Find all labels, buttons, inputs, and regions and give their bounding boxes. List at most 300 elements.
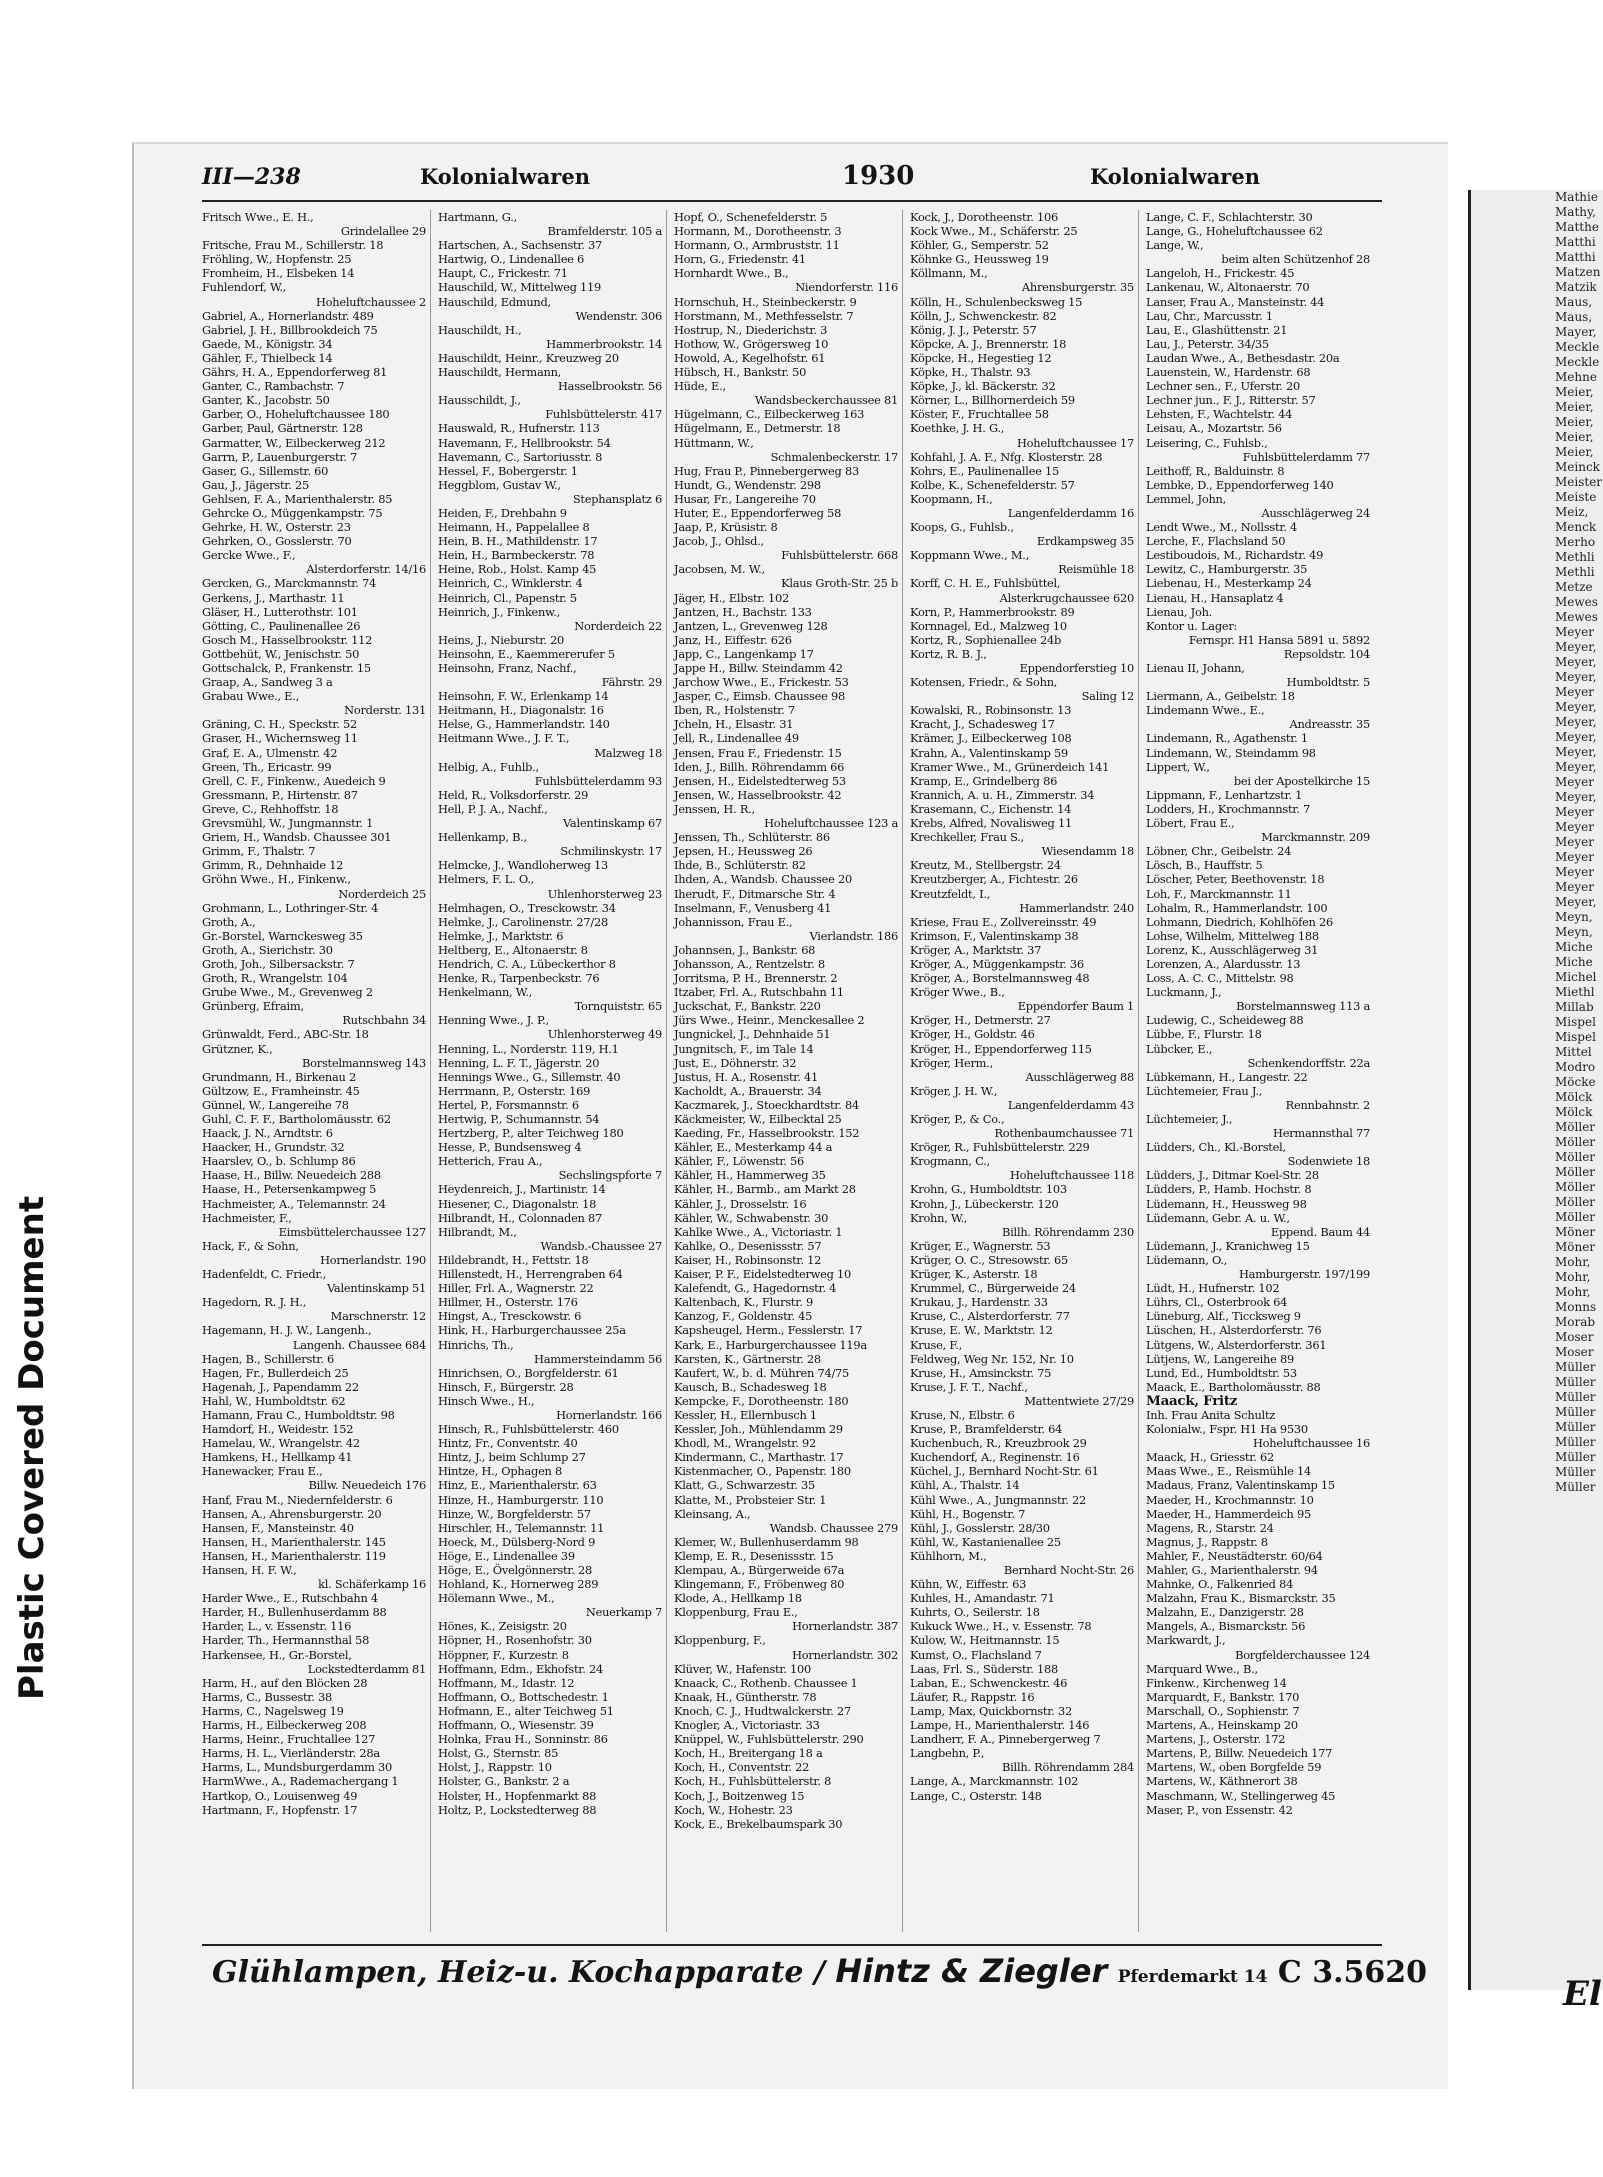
directory-entry: Lau, J., Peterstr. 34/35 (1146, 336, 1269, 351)
directory-entry: Heins, J., Nieburstr. 20 (438, 632, 565, 647)
directory-entry: Gültzow, E., Framheinstr. 45 (202, 1083, 360, 1098)
directory-entry: Fritsch Wwe., E. H., (202, 210, 314, 224)
directory-entry: Groth, A., Sierichstr. 30 (202, 942, 333, 957)
directory-entry: Kuchenbuch, R., Kreuzbrook 29 (910, 1436, 1087, 1451)
directory-entry: Hellenkamp, B., (438, 830, 527, 845)
directory-entry: Ahrensburgerstr. 35 (1021, 280, 1134, 295)
directory-entry: Karsten, K., Gärtnerstr. 28 (674, 1351, 821, 1366)
directory-entry: Kaltenbach, K., Flurstr. 9 (674, 1295, 813, 1310)
directory-entry: Heimann, H., Pappelallee 8 (438, 520, 590, 535)
directory-entry: Norderdeich 22 (574, 618, 662, 633)
directory-entry: Loh, F., Marckmannstr. 11 (1146, 886, 1292, 901)
next-page-row: Matzik (1555, 280, 1597, 294)
directory-entry: Hertel, P., Forsmannstr. 6 (438, 1097, 579, 1112)
directory-entry: Havemann, C., Sartoriusstr. 8 (438, 449, 603, 464)
directory-entry: Harms, Heinr., Fruchtallee 127 (202, 1732, 376, 1747)
directory-entry: Hessel, F., Bobergerstr. 1 (438, 463, 578, 478)
directory-entry: Heinrich, Cl., Papenstr. 5 (438, 590, 577, 605)
directory-entry: Köhler, G., Semperstr. 52 (910, 238, 1049, 253)
directory-entry: Borgfelderchaussee 124 (1235, 1647, 1370, 1662)
directory-entry: Henning, L. F. T., Jägerstr. 20 (438, 1055, 600, 1070)
directory-entry: Eppend. Baum 44 (1270, 1224, 1370, 1239)
next-page-row: Meier, (1555, 415, 1594, 429)
directory-entry: Hiesener, C., Diagonalstr. 18 (438, 1196, 597, 1211)
directory-entry: Kumst, O., Flachsland 7 (910, 1647, 1042, 1662)
directory-entry: Norderdeich 25 (338, 886, 426, 901)
directory-entry: Henning, L., Norderstr. 119, H.1 (438, 1041, 619, 1056)
directory-entry: Itzaber, Frl. A., Rutschbahn 11 (674, 985, 844, 1000)
directory-entry: Iben, R., Holstenstr. 7 (674, 703, 795, 718)
directory-entry: Kröger, A., Müggenkampstr. 36 (910, 956, 1084, 971)
directory-entry: Heltberg, E., Altonaerstr. 8 (438, 942, 588, 957)
directory-entry: Hoffmann, O., Wiesenstr. 39 (438, 1718, 594, 1733)
directory-entry: Kröger, H., Detmerstr. 27 (910, 1013, 1051, 1028)
directory-entry: Kock, E., Brekelbaumspark 30 (674, 1816, 843, 1831)
directory-entry: Reismühle 18 (1058, 562, 1134, 577)
directory-entry: Jungnitsch, F., im Tale 14 (674, 1041, 814, 1056)
directory-entry: Grell, C. F., Finkenw., Auedeich 9 (202, 773, 386, 788)
directory-entry: Löbert, Frau E., (1146, 816, 1235, 831)
directory-entry: Hanewacker, Frau E., (202, 1464, 323, 1479)
directory-entry: Hostrup, N., Diederichstr. 3 (674, 322, 828, 337)
directory-entry: Groth, A., (202, 914, 256, 929)
next-page-row: Mohr, (1555, 1255, 1591, 1269)
directory-entry: Haase, H., Billw. Neuedeich 288 (202, 1168, 381, 1183)
directory-entry: Vierlandstr. 186 (809, 928, 898, 943)
directory-entry: Gabriel, J. H., Billbrookdeich 75 (202, 322, 378, 337)
next-page-row: Meier, (1555, 385, 1594, 399)
directory-entry: Kaczmarek, J., Stoeckhardtstr. 84 (674, 1097, 859, 1112)
next-page-edge (1468, 190, 1603, 2014)
directory-entry: Kruse, P., Bramfelderstr. 64 (910, 1422, 1063, 1437)
directory-entry: Harms, C., Bussestr. 38 (202, 1689, 332, 1704)
directory-entry: Johannsen, J., Bankstr. 68 (674, 942, 816, 957)
directory-entry: Kaiser, H., Robinsonstr. 12 (674, 1252, 822, 1267)
next-page-row: Mathie (1555, 190, 1598, 204)
next-page-row: Müller (1555, 1480, 1596, 1494)
directory-entry: Gabriel, A., Hornerlandstr. 489 (202, 308, 374, 323)
directory-entry: Hüde, E., (674, 379, 726, 394)
directory-entry: Lüdemann, J., Kranichweg 15 (1146, 1238, 1310, 1253)
directory-entry: Kessler, H., Ellernbusch 1 (674, 1407, 817, 1422)
directory-entry: Harm, H., auf den Blöcken 28 (202, 1675, 368, 1690)
next-page-row: Meyer (1555, 865, 1595, 879)
directory-entry: Hertwig, P., Schumannstr. 54 (438, 1112, 600, 1126)
directory-entry: Lindemann Wwe., E., (1146, 703, 1265, 718)
directory-entry: Kark, E., Harburgerchaussee 119a (674, 1337, 867, 1352)
directory-entry: Lau, E., Glashüttenstr. 21 (1146, 322, 1288, 337)
next-page-row: Meyer, (1555, 760, 1597, 774)
directory-entry: Lockstedterdamm 81 (307, 1661, 426, 1676)
directory-entry: Kähler, H., Barmb., am Markt 28 (674, 1182, 856, 1197)
directory-entry: Eppendorfer Baum 1 (1017, 999, 1134, 1014)
directory-entry: Hoheluftchaussee 16 (1252, 1436, 1370, 1451)
directory-entry: Hoeck, M., Dülsberg-Nord 9 (438, 1534, 596, 1549)
next-page-row: Michel (1555, 970, 1597, 984)
directory-entry: Bramfelderstr. 105 a (547, 224, 662, 239)
directory-entry: Marschall, O., Sophienstr. 7 (1146, 1703, 1300, 1718)
next-page-row: Meyer, (1555, 730, 1597, 744)
directory-entry: Heinrich, C., Winklerstr. 4 (438, 576, 583, 591)
directory-entry: Korn, P., Hammerbrookstr. 89 (910, 604, 1075, 619)
directory-entry: Krogmann, C., (910, 1154, 990, 1169)
directory-entry: Fuhlsbüttelerdamm 77 (1242, 449, 1370, 464)
next-page-row: Mittel (1555, 1045, 1592, 1059)
directory-entry: Lund, Ed., Humboldtstr. 53 (1146, 1365, 1297, 1380)
directory-entry: Hadenfeldt, C. Friedr., (202, 1267, 327, 1282)
directory-entry: Holtz, P., Lockstedterweg 88 (438, 1802, 597, 1817)
next-page-row: Monns (1555, 1300, 1597, 1314)
directory-entry: Liebenau, H., Mesterkamp 24 (1146, 576, 1312, 591)
directory-entry: Ganter, K., Jacobstr. 50 (202, 393, 330, 408)
directory-entry: Malzahn, Frau K., Bismarckstr. 35 (1146, 1591, 1336, 1606)
directory-entry: Kähler, H., Hammerweg 35 (674, 1168, 826, 1183)
directory-entry: Valentinskamp 51 (327, 1281, 426, 1296)
footer-phone: C 3.5620 (1277, 1955, 1428, 1990)
directory-entry: Lange, G., Hoheluftchaussee 62 (1146, 224, 1323, 239)
directory-entry: Maas Wwe., E., Reismühle 14 (1146, 1464, 1311, 1479)
next-page-row: Meier, (1555, 445, 1594, 459)
next-page-row: Miche (1555, 940, 1593, 954)
directory-entry: Grube Wwe., M., Grevenweg 2 (202, 985, 373, 1000)
directory-entry: Jarchow Wwe., E., Frickestr. 53 (674, 675, 849, 690)
directory-entry: Janz, H., Eiffestr. 626 (674, 632, 792, 647)
directory-entry: Ausschlägerweg 24 (1261, 505, 1370, 520)
directory-entry: Hell, P. J. A., Nachf., (438, 801, 548, 816)
directory-entry: Hanf, Frau M., Niedernfelderstr. 6 (202, 1492, 393, 1507)
directory-entry: Kröger Wwe., B., (910, 985, 1005, 1000)
directory-entry: Kramer Wwe., M., Grünerdeich 141 (910, 759, 1110, 774)
directory-entry: Lohmann, Diedrich, Kohlhöfen 26 (1146, 914, 1334, 929)
directory-entry: Wendenstr. 306 (575, 308, 662, 323)
next-page-row: Meyer (1555, 820, 1595, 834)
directory-entry: Haarslev, O., b. Schlump 86 (202, 1154, 356, 1169)
directory-entry: Lorenzen, A., Alardusstr. 13 (1146, 956, 1301, 971)
directory-entry: Kruse, J. F. T., Nachf., (910, 1379, 1028, 1394)
directory-entry: Kruse, N., Elbstr. 6 (910, 1407, 1015, 1422)
directory-entry: Köllmann, M., (910, 266, 988, 281)
directory-entry: Maack, Fritz (1146, 1392, 1238, 1409)
directory-entry: Kramp, E., Grindelberg 86 (910, 773, 1058, 788)
page-number: III—238 (202, 164, 301, 190)
directory-entry: Gaser, G., Sillemstr. 60 (202, 463, 329, 478)
directory-entry: Lübcker, E., (1146, 1041, 1213, 1056)
directory-entry: Hack, F., & Sohn, (202, 1238, 299, 1253)
directory-entry: Hauschildt, Hermann, (438, 365, 562, 380)
directory-entry: Hamkens, H., Hellkamp 41 (202, 1450, 353, 1465)
directory-entry: Hornerlandstr. 387 (792, 1619, 898, 1634)
directory-entry: Kaeding, Fr., Hasselbrookstr. 152 (674, 1126, 860, 1141)
directory-entry: Horn, G., Friedenstr. 41 (674, 252, 806, 267)
directory-entry: Heggblom, Gustav W., (438, 477, 561, 492)
next-page-row: Moser (1555, 1330, 1594, 1344)
advertisement-footer (202, 1944, 1428, 1994)
directory-entry: Grimm, F., Thalstr. 7 (202, 844, 316, 859)
directory-entry: Heinsohn, E., Kaemmererufer 5 (438, 646, 615, 661)
directory-entry: Lauenstein, W., Hardenstr. 68 (1146, 365, 1311, 380)
directory-entry: Neuerkamp 7 (585, 1605, 662, 1620)
next-page-row: Modro (1555, 1060, 1596, 1074)
directory-entry: Kühlhorn, M., (910, 1548, 987, 1563)
directory-entry: Hink, H., Harburgerchaussee 25a (438, 1323, 626, 1338)
next-page-row: Meiste (1555, 490, 1597, 504)
directory-entry: Justus, H. A., Rosenstr. 41 (674, 1069, 818, 1084)
directory-entry: Kriese, Frau E., Zollvereinsstr. 49 (910, 914, 1097, 929)
directory-entry: Krannich, A. u. H., Zimmerstr. 34 (910, 787, 1095, 802)
directory-entry: Jürs Wwe., Heinr., Menckesallee 2 (674, 1013, 865, 1028)
directory-entry: Ihde, B., Schlüterstr. 82 (674, 858, 806, 873)
directory-entry: Hoffmann, Edm., Ekhofstr. 24 (438, 1661, 603, 1676)
directory-entry: Koch, H., Fuhlsbüttelerstr. 8 (674, 1774, 832, 1789)
next-page-row: Meyer, (1555, 700, 1597, 714)
directory-entry: Haacker, H., Grundstr. 32 (202, 1140, 345, 1155)
next-page-row: Miethl (1555, 985, 1595, 999)
directory-entry: Kreutzfeldt, I., (910, 886, 991, 901)
directory-entry: Hoheluftchaussee 123 a (764, 816, 898, 831)
directory-entry: Langbehn, P., (910, 1746, 985, 1761)
directory-entry: Lindemann, W., Steindamm 98 (1146, 745, 1316, 760)
directory-columns (202, 210, 1386, 1932)
directory-entry: Harder Wwe., E., Rutschbahn 4 (202, 1591, 378, 1606)
directory-entry: Henning Wwe., J. P., (438, 1013, 549, 1028)
directory-entry: Kalefendt, G., Hagedornstr. 4 (674, 1281, 837, 1296)
directory-entry: Gehrken, O., Gosslerstr. 70 (202, 534, 352, 549)
directory-entry: Lüdders, J., Ditmar Koel-Str. 28 (1146, 1168, 1319, 1183)
directory-entry: Lienau, H., Hansaplatz 4 (1146, 590, 1284, 605)
next-page-row: Möner (1555, 1240, 1596, 1254)
directory-entry: Hamburgerstr. 197/199 (1238, 1267, 1370, 1282)
directory-entry: Greve, C., Rehhoffstr. 18 (202, 801, 339, 816)
directory-entry: Maeder, H., Krochmannstr. 10 (1146, 1492, 1314, 1507)
directory-entry: Lehsten, F., Wachtelstr. 44 (1146, 407, 1293, 422)
directory-entry: Mahler, G., Marienthalerstr. 94 (1146, 1563, 1318, 1577)
directory-entry: Koch, J., Boitzenweg 15 (674, 1788, 805, 1803)
directory-entry: Hildebrandt, H., Fettstr. 18 (438, 1252, 589, 1267)
directory-entry: Koppmann Wwe., M., (910, 548, 1029, 563)
next-page-row: Mewes (1555, 595, 1598, 609)
directory-entry: Kähler, F., Löwenstr. 56 (674, 1154, 805, 1169)
directory-entry: Groth, R., Wrangelstr. 104 (202, 971, 348, 986)
directory-entry: Gräning, C. H., Speckstr. 52 (202, 717, 357, 732)
directory-entry: Hamdorf, H., Weidestr. 152 (202, 1422, 354, 1437)
directory-entry: Fritsche, Frau M., Schillerstr. 18 (202, 238, 384, 253)
directory-entry: Ganter, C., Rambachstr. 7 (202, 379, 345, 394)
directory-entry: Kortz, R. B. J., (910, 646, 987, 661)
directory-entry: Heitmann, H., Diagonalstr. 16 (438, 703, 604, 718)
directory-entry: Gercken, G., Marckmannstr. 74 (202, 576, 376, 591)
directory-entry: beim alten Schützenhof 28 (1221, 252, 1370, 267)
directory-entry: Jacob, J., Ohlsd., (674, 534, 764, 549)
directory-entry: Holst, J., Rappstr. 10 (438, 1760, 552, 1775)
directory-entry: Hinze, W., Borgfelderstr. 57 (438, 1506, 591, 1521)
directory-entry: Knüppel, W., Fuhlsbüttelerstr. 290 (674, 1732, 864, 1747)
directory-entry: Jantzen, L., Grevenweg 128 (674, 618, 828, 633)
directory-entry: Lestiboudois, M., Richardstr. 49 (1146, 548, 1324, 563)
directory-entry: Hoheluftchaussee 2 (315, 294, 426, 309)
next-page-row: Mohr, (1555, 1270, 1591, 1284)
directory-entry: Kloppenburg, F., (674, 1633, 766, 1648)
directory-entry: Koch, H., Conventstr. 22 (674, 1760, 810, 1775)
directory-entry: Hartwig, O., Lindenallee 6 (438, 252, 585, 267)
directory-entry: Hein, B. H., Mathildenstr. 17 (438, 534, 598, 549)
directory-entry: Lorenz, K., Ausschlägerweg 31 (1146, 942, 1319, 957)
directory-entry: Krüger, O. C., Stresowstr. 65 (910, 1252, 1068, 1267)
directory-entry: Hartmann, G., (438, 210, 517, 224)
directory-entry: Langenfelderdamm 16 (1007, 505, 1134, 520)
directory-entry: Jantzen, H., Bachstr. 133 (674, 604, 812, 619)
directory-entry: Malzweg 18 (594, 745, 662, 760)
directory-entry: Fährstr. 29 (601, 675, 662, 690)
directory-entry: Hingst, A., Tresckowstr. 6 (438, 1309, 582, 1324)
directory-entry: Mangels, A., Bismarckstr. 56 (1146, 1619, 1306, 1634)
directory-entry: Kanzog, F., Goldenstr. 45 (674, 1309, 813, 1324)
directory-entry: Juckschat, F., Bankstr. 220 (674, 999, 821, 1014)
directory-entry: Lösch, B., Hauffstr. 5 (1146, 858, 1263, 873)
directory-entry: Krechkeller, Frau S., (910, 830, 1024, 845)
directory-entry: Kontor u. Lager: (1146, 618, 1238, 633)
next-page-row: Menck (1555, 520, 1597, 534)
directory-entry: Lüdders, P., Hamb. Hochstr. 8 (1146, 1182, 1312, 1197)
directory-entry: Johannisson, Frau E., (674, 914, 793, 929)
directory-entry: Klingemann, F., Fröbenweg 80 (674, 1577, 845, 1592)
next-page-row: Matthi (1555, 235, 1596, 249)
next-page-row: Meyer, (1555, 790, 1597, 804)
directory-entry: Hinsch, F., Bürgerstr. 28 (438, 1379, 574, 1394)
directory-entry: Kröger, H., Eppendorferweg 115 (910, 1041, 1092, 1056)
directory-entry: Madaus, Franz, Valentinskamp 15 (1146, 1478, 1335, 1493)
next-page-row: Meier, (1555, 400, 1594, 414)
directory-entry: Garber, O., Hoheluftchaussee 180 (202, 407, 390, 422)
directory-entry: Landherr, F. A., Pinnebergerweg 7 (910, 1732, 1101, 1747)
directory-entry: Gehlsen, F. A., Marienthalerstr. 85 (202, 491, 393, 506)
directory-entry: Lütgens, W., Alsterdorferstr. 361 (1146, 1337, 1327, 1352)
directory-entry: Jasper, C., Eimsb. Chaussee 98 (674, 689, 845, 704)
directory-entry: Hachmeister, F., (202, 1210, 292, 1225)
directory-entry: Helmers, F. L. O., (438, 872, 534, 887)
directory-column-4 (910, 210, 1139, 1932)
directory-entry: Kuhles, H., Amandastr. 71 (910, 1591, 1055, 1606)
directory-entry: Köpcke, A. J., Brennerstr. 18 (910, 336, 1067, 351)
footer-brand: Hintz & Ziegler (835, 1952, 1108, 1990)
directory-entry: Kruse, E. W., Marktstr. 12 (910, 1323, 1053, 1338)
directory-entry: Hermannsthal 77 (1273, 1126, 1370, 1141)
directory-entry: Koch, W., Hohestr. 23 (674, 1802, 793, 1817)
directory-entry: Martens, J., Osterstr. 172 (1146, 1732, 1286, 1747)
directory-entry: Hinsch Wwe., H., (438, 1393, 535, 1408)
directory-entry: Lüdemann, O., (1146, 1252, 1228, 1267)
directory-entry: Lerche, F., Flachsland 50 (1146, 534, 1286, 549)
next-page-row: Meyn, (1555, 910, 1593, 924)
directory-entry: Heine, Rob., Holst. Kamp 45 (438, 562, 597, 577)
directory-entry: Grevsmühl, W., Jungmannstr. 1 (202, 816, 374, 831)
directory-entry: Grünberg, Efraim, (202, 999, 304, 1014)
directory-entry: Kukuck Wwe., H., v. Essenstr. 78 (910, 1619, 1092, 1634)
directory-entry: Lüchtemeier, Frau J., (1146, 1083, 1263, 1098)
side-label: Plastic Covered Document (12, 1195, 52, 1700)
next-page-row: Müller (1555, 1465, 1596, 1479)
directory-entry: Kohrs, E., Paulinenallee 15 (910, 463, 1060, 478)
directory-entry: Gr.-Borstel, Warnckesweg 35 (202, 928, 363, 943)
directory-entry: Hüttmann, W., (674, 435, 754, 450)
directory-entry: Marckmannstr. 209 (1261, 830, 1370, 845)
directory-entry: Repsoldstr. 104 (1283, 646, 1370, 661)
next-page-row: Matzen (1555, 265, 1601, 279)
directory-entry: Jell, R., Lindenallee 49 (674, 731, 799, 746)
directory-entry: Billw. Neuedeich 176 (308, 1478, 426, 1493)
directory-entry: Käckmeister, W., Eilbecktal 25 (674, 1112, 842, 1126)
directory-entry: Kausch, B., Schadesweg 18 (674, 1379, 827, 1394)
next-page-row: Metze (1555, 580, 1593, 594)
directory-entry: Hiller, Frl. A., Wagnerstr. 22 (438, 1281, 594, 1296)
directory-entry: Huter, E., Eppendorferweg 58 (674, 505, 842, 520)
directory-entry: Lippert, W., (1146, 759, 1210, 774)
next-page-row: Möller (1555, 1210, 1596, 1224)
directory-entry: Hinz, E., Marienthalerstr. 63 (438, 1478, 597, 1493)
directory-entry: Langenh. Chaussee 684 (292, 1337, 426, 1352)
directory-entry: Löbner, Chr., Geibelstr. 24 (1146, 844, 1292, 859)
directory-entry: Hammerlandstr. 240 (1019, 900, 1134, 915)
directory-entry: Herrmann, P., Osterstr. 169 (438, 1083, 591, 1098)
directory-entry: Hagen, Fr., Bullerdeich 25 (202, 1365, 349, 1380)
directory-entry: Lewitz, C., Hamburgerstr. 35 (1146, 562, 1308, 577)
directory-entry: Kühl Wwe., A., Jungmannstr. 22 (910, 1492, 1086, 1507)
directory-entry: Hübsch, H., Bankstr. 50 (674, 365, 807, 380)
directory-entry: Kortz, R., Sophienallee 24b (910, 632, 1061, 647)
directory-entry: Jappe H., Billw. Steindamm 42 (674, 661, 843, 675)
header-year: 1930 (842, 161, 915, 191)
directory-entry: Laban, E., Schwenckestr. 46 (910, 1675, 1068, 1690)
directory-entry: Wandsbeckerchaussee 81 (754, 393, 898, 408)
directory-entry: Graf, E. A., Ulmenstr. 42 (202, 745, 338, 760)
directory-entry: Holst, G., Sternstr. 85 (438, 1746, 559, 1761)
directory-entry: Hornschuh, H., Steinbeckerstr. 9 (674, 294, 857, 309)
directory-entry: Grützner, K., (202, 1041, 273, 1056)
next-page-row: Mispel (1555, 1030, 1596, 1044)
directory-entry: Norderstr. 131 (344, 703, 426, 718)
directory-entry: Klemp, E. R., Desenissstr. 15 (674, 1548, 834, 1563)
directory-entry: Heydenreich, J., Martinistr. 14 (438, 1182, 606, 1197)
directory-entry: Grünwaldt, Ferd., ABC-Str. 18 (202, 1027, 369, 1042)
directory-entry: Kolonialw., Fspr. H1 Ha 9530 (1146, 1422, 1308, 1437)
directory-entry: Jensen, Frau F., Friedenstr. 15 (674, 745, 842, 760)
directory-entry: Lange, A., Marckmannstr. 102 (910, 1774, 1079, 1789)
directory-entry: Ludewig, C., Scheideweg 88 (1146, 1013, 1304, 1028)
directory-entry: Wandsb. Chaussee 279 (769, 1520, 898, 1535)
next-page-row: Millab (1555, 1000, 1594, 1014)
next-page-row: Müller (1555, 1420, 1596, 1434)
directory-entry: Haack, J. N., Arndtstr. 6 (202, 1126, 333, 1141)
directory-entry: Borstelmannsweg 113 a (1236, 999, 1370, 1014)
directory-entry: Fuhlendorf, W., (202, 280, 287, 295)
next-page-row: Meyer, (1555, 670, 1597, 684)
directory-entry: Maschmann, W., Stellingerweg 45 (1146, 1788, 1336, 1803)
directory-entry: Lodders, H., Krochmannstr. 7 (1146, 801, 1310, 816)
directory-entry: Wandsb.-Chaussee 27 (540, 1238, 662, 1253)
directory-entry: Hammersteindamm 56 (534, 1351, 662, 1366)
directory-entry: Liermann, A., Geibelstr. 18 (1146, 689, 1295, 704)
directory-entry: Haupt, C., Frickestr. 71 (438, 266, 568, 281)
directory-entry: Knaack, C., Rothenb. Chaussee 1 (674, 1675, 858, 1690)
directory-entry: Hansen, H., Marienthalerstr. 145 (202, 1534, 386, 1549)
directory-entry: Griem, H., Wandsb. Chaussee 301 (202, 830, 392, 845)
directory-entry: Grabau Wwe., E., (202, 689, 299, 704)
directory-entry: Erdkampsweg 35 (1036, 534, 1134, 549)
directory-entry: Kähler, W., Schwabenstr. 30 (674, 1210, 829, 1225)
directory-entry: kl. Schäferkamp 16 (318, 1577, 426, 1592)
directory-entry: Kühn, W., Eiffestr. 63 (910, 1577, 1027, 1592)
directory-entry: Jepsen, H., Heussweg 26 (674, 844, 813, 859)
directory-entry: Jenssen, Th., Schlüterstr. 86 (674, 830, 830, 845)
